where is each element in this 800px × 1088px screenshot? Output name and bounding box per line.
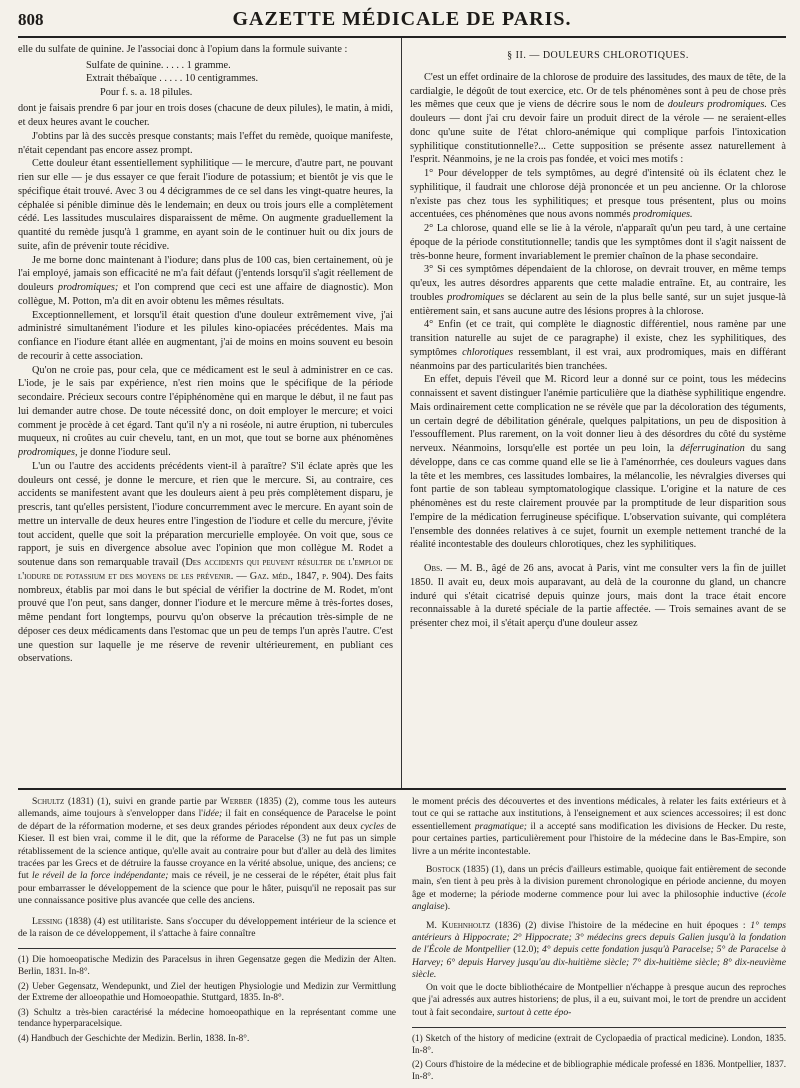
paragraph xyxy=(18,796,396,908)
text-run: ). Des faits nombreux, établis par moi dans le but spécial de vérifier la doctrine de M. Rodet, m'ont prouvé que l'on peut, sans danger, donner l'iodure et le mercure même à très-fortes doses, même pendant fort longtemps, pourvu qu'on observe la précaution très-simple de ne déposer ces deux médicaments dans l'estomac que un peu de temps l'un après l'autre. C'est une question sur laquelle je me réserve de revenir ultérieurement, en publiant ces observations. xyxy=(18,570,393,665)
footnote: (2) Cours d'histoire de la médecine et de bibliographie médicale professé en 1836. Montpellier, 1837. In-8°. xyxy=(412,1059,786,1081)
page-number: 808 xyxy=(18,10,44,29)
text-run: le moment précis des découvertes et des inventions médicales, à relater les faits extérieurs et à tout ce qui se rattache aux institutions, à l'enseignement et aux sciences accessoires; il est donc essentiellement xyxy=(412,796,786,832)
paragraph: 2° La chlorose, quand elle se lie à la vérole, n'apparaît qu'un peu tard, à une certaine époque de la période constitutionnelle; tandis que les symptômes dont il s'agit naissent de très-bonne heure, forment invariablement le premier chaînon de la phase secondaire. xyxy=(410,223,786,262)
italic-term: idée; xyxy=(203,808,223,820)
formula-line: Sulfate de quinine. . . . . 1 gramme. xyxy=(86,59,231,71)
text-run: On voit que le docte bibliothécaire de Montpellier n'échappe à presque aucun des reproches que j'ai adressés aux autres historiens; de plus, il a eu, suivant moi, le tort de prendre un accident tout à fait secondaire, xyxy=(412,981,786,1018)
italic-term: cycles xyxy=(360,820,384,832)
text-run: il a accepté sans modification les divisions de Hecker. Du reste, pour certaines parties, particulièrement pour l'histoire de la médecine dans le Bas-Empire, son livre a un mérite incontestable. xyxy=(412,820,786,857)
paragraph xyxy=(412,920,786,982)
text-run: 1° Pour développer de tels symptômes, au degré d'intensité où ils éclatent chez le syphilitique, il faudrait une chlorose déjà prononcée et un peu ancienne. Or la chlorose n'existe pas chez tous les syphilitiques; et presque tous présentent, plus ou moins accentuées, ces phénomènes que nous avons nommés xyxy=(410,168,786,221)
text-run: du sang développe, dans ce cas comme quand elle se lie à l'aménorrhée, ces douleurs vagues dans la tête et les membres, ces lassitudes lombaires, la mélancolie, les névralgies diverses qui font partie de son tableau symptomatologique classique. L'origine et la nature de ces phénomènes est du reste clairement prouvée par la promptitude de leur disparition sous l'empire de la médication ferrugineuse spécifique. L'observation suivante, qui complétera l'ensemble des données relatives à ce sujet, fournit un exemple nettement tranché de la réalité incontestable des douleurs chlorotiques, chez les syphilitiques. xyxy=(410,443,786,551)
footnote: (4) Handbuch der Geschichte der Medizin. Berlin, 1838. In-8°. xyxy=(18,1033,250,1044)
text-run: (1835) (2), comme tous les auteurs allemands, aime toujours à s'envelopper dans l' xyxy=(18,796,396,820)
paragraph: dont je faisais prendre 6 par jour en trois doses (chacune de deux pilules), le matin, à midi, et deux heures avant le coucher. xyxy=(18,103,393,128)
observation-paragraph xyxy=(410,562,786,631)
paragraph xyxy=(18,460,393,666)
text-run: Qu'on ne croie pas, pour cela, que ce médicament est le seul à administrer en ce cas. L'iode, je le sais par expérience, n'est rien moins que le spécifique de la période secondaire. Précieux secours contre l'épiphénomène qui en marque le début, il ne faut pas lui demander autre chose. De toute nécessité donc, on doit employer le mercure; et voici comment je procède à cet égard. Tant qu'il n'y a ni roséole, ni autre éruption, ni tubercules muqueux, ni croûtes au cuir chevelu, tant, en un mot, que tout se borne aux phénomènes xyxy=(18,364,393,445)
italic-term: pragmatique; xyxy=(474,820,527,832)
author-name: Lessing xyxy=(32,915,63,927)
italic-term: douleurs prodromiques. xyxy=(667,99,767,111)
footnote: (1) Die homoeopatische Medizin des Paracelsus in ihren Gegensatze gegen die Medizin der Alten. Berlin, 1831. In-8°. xyxy=(18,954,396,977)
text-run: L'un ou l'autre des accidents précédents vient-il à paraître? S'il éclate après que les douleurs ont cessé, je donne le mercure, et rien que le mercure. Si, au contraire, ces accidents se manifestent avant que les douleurs aient à peu près complètement disparu, je prescris, tant qu'elles persistent, l'iodure concurremment avec le mercure. En ayant soin de mettre un intervalle de deux heures entre l'ingestion de l'iodure et celle du mercure, j'évite tout accident, quelle que soit la préparation mercurielle employée. On voit que, sous ce rapport, je suis en divergence absolue avec l'opinion que mon collègue M. Rodet a soutenue dans son remarquable travail ( xyxy=(18,460,393,568)
italic-term: école anglaise xyxy=(412,888,786,913)
text-run: C'est un effet ordinaire de la chlorose de produire des lassitudes, des maux de tête, de la cardialgie, le dégoût de tout exercice, etc. Or de tels phénomènes sont à peu de chose près les mêmes que ceux que je viens de décrire sous le nom de xyxy=(410,71,786,111)
italic-term: surtout à cette épo- xyxy=(496,1006,572,1018)
feuilleton xyxy=(18,790,786,1085)
text-run: Ces douleurs — dont j'ai cru devoir faire un produit direct de la vérole — ne seraient-elles donc qu'une suite de l'état chloro-anémique qui complique parfois l'intoxication syphilitique constitutionnelle?... Cette supposition se présente assez naturellement à l'esprit. Néanmoins, je ne la crois pas fondée, et voici mes motifs : xyxy=(410,99,786,166)
observation-label: Obs. — M. B., xyxy=(424,563,488,574)
footnote: (1) Sketch of the history of medicine (extrait de Cyclopaedia of practical medicine). London, 1835. In-8°. xyxy=(412,1032,786,1055)
paragraph: J'obtins par là des succès presque constants; mais l'effet du remède, quoique manifeste, n'était cependant pas encore assez prompt. xyxy=(18,130,393,156)
paragraph xyxy=(412,864,786,914)
footnote-list xyxy=(18,948,396,1044)
paragraph xyxy=(412,796,786,858)
text-run: se déclarent au sein de la plus belle santé, sur un sujet jusque-là entièrement sain, et sans aucune autre des lésions propres à la chlorose. xyxy=(410,291,786,317)
italic-term: déferrugination xyxy=(680,443,745,454)
footnote: (2) Ueber Gegensatz, Wendepunkt, und Ziel der heutigen Physiologie und Medizin zur Vermittlung der Extreme der alloeopathie und Homoeopathie. Stuttgard, 1835. In-8°. xyxy=(18,980,396,1003)
paragraph xyxy=(410,263,786,318)
text-run: âgé de 26 ans, avocat à Paris, vint me consulter vers la fin de juillet 1850. Il avait eu, deux mois auparavant, au delà de la couronne du gland, un chancre induré qui s'était cicatrisé depuis quinze jours, mais dont la trace était encore reconnaissable à la dureté spéciale de la partie affectée. — Trois semaines avant de se présenter chez moi, il s'était aperçu d'une douleur assez xyxy=(410,563,786,629)
text-run: (1835) (1), dans un précis d'ailleurs estimable, quoique fait entièrement de seconde main, s'en tient à peu près à la division purement chronologique en période ancienne, du moyen âge et moderne; la période moderne commence pour lui avec la philosophie inductive ( xyxy=(412,864,786,900)
text-run: (1838) (4) est utilitariste. Sans s'occuper du développement intérieur de la science et de la raison de ce développement, il s'attache à faire connaître xyxy=(18,915,396,940)
text-run: de Kieser. Il est bien vrai, comme il le dit, que la réforme de Paracelse (3) ne fut pas un simple rétablissement de la science antique, qu'elle avait au contraire pour but d'aller au delà des limites tracées par les Grecs et de détruire la fausse croyance en la vérité absolue, unique, des anciens; ce fut xyxy=(18,820,396,882)
text-run: et l'on comprend que ceci est une affaire de diagnostic). Mon collègue, M. Potton, m'a dit en avoir obtenu les mêmes résultats. xyxy=(18,282,393,307)
text-run: ressemblant, il est vrai, aux prodromiques, mais en différant néanmoins par des particularités bien tranchées. xyxy=(410,346,786,372)
paragraph: Exceptionnellement, et lorsqu'il était question d'une douleur extrêmement vive, j'ai administré simultanément l'iodure et les pilules kino-opiacées précédentes. Mais ma confiance en l'iodure étant allée en augmentant, j'ai de moins en moins souvent eu besoin de recourir à cette association. xyxy=(18,309,393,362)
paragraph xyxy=(18,364,393,460)
italic-term: chlorotiques xyxy=(462,346,514,358)
italic-term: prodromiques, xyxy=(18,447,78,458)
italic-term: prodromiques; xyxy=(57,282,119,293)
prescription-formula xyxy=(86,59,393,100)
feuilleton-right-column xyxy=(404,796,786,1085)
paragraph xyxy=(18,916,396,941)
italic-term: 4° depuis cette fondation jusqu'à Paracelse; 5° de Paracelse à Harvey; 6° depuis Harvey jusqu'au dix-huitième siècle; 7° dix-huitième siècle; 8° dix-neuvième siècle. xyxy=(412,944,786,981)
text-run: je donne l'iodure seul. xyxy=(77,447,171,458)
author-name: Bostock xyxy=(426,864,461,876)
author-name: Schultz xyxy=(32,796,65,807)
page-header xyxy=(18,6,786,38)
text-run: (1831) (1), suivi en grande partie par xyxy=(64,796,221,807)
paragraph: elle du sulfate de quinine. Je l'associai donc à l'opium dans la formule suivante : xyxy=(18,44,348,55)
italic-term: 1° temps antérieurs à Hippocrate; 2° Hippocrate; 3° médecins grecs depuis Galien jusqu'à la fondation de l'École de Montpellier xyxy=(412,919,786,956)
paragraph xyxy=(18,254,393,309)
italic-term: prodromiques xyxy=(447,291,505,303)
footnote-list xyxy=(412,1027,786,1082)
left-column xyxy=(18,38,402,788)
main-text xyxy=(18,38,786,790)
feuilleton-left-column xyxy=(18,796,404,1085)
footnote: (3) Schultz a très-bien caractérisé la médecine homoeopathique en la représentant comme une tendance hyperparacelsique. xyxy=(18,1006,396,1029)
text-run: mais ce réveil, je ne cesserai de le répéter, était plus fait pour embarrasser le développement de la science que pour le hâter, puisqu'il ne reposait pas sur une connaissance positive plus avancée que celle des anciens. xyxy=(18,870,396,907)
paragraph xyxy=(410,373,786,552)
author-name: M. Kuehnholtz xyxy=(426,919,491,931)
text-run: 4° Enfin (et ce trait, qui complète le diagnostic différentiel, nous ramène par une transition naturelle au sujet de ce paragraphe) il existe, chez les syphilitiques, des symptômes xyxy=(410,319,786,358)
text-run: ). xyxy=(444,901,451,913)
text-run: (1836) (2) divise l'histoire de la médecine en huit époques : xyxy=(490,919,751,931)
paragraph xyxy=(410,71,786,167)
paragraph: Cette douleur étant essentiellement syphilitique — le mercure, d'autre part, ne pouvant rien sur elle — je dus essayer ce que ferait l'iodure de potassium; et bientôt je vis que le spécifique était trouvé. Avec 3 ou 4 décigrammes de ce sel dans les vingt-quatre heures, la céphalée si pénible diminue dès le lendemain; en deux ou trois jours elle a complètement cédé. Les lassitudes musculaires disparaissent de même. On augmente graduellement la quantité du remède jusqu'à 1 gramme, en ayant soin de le continuer huit ou dix jours de suite, afin de prévenir toute récidive. xyxy=(18,158,393,252)
formula-line: Extrait thébaïque . . . . . 10 centigrammes. xyxy=(86,73,259,85)
text-run: (12.0); xyxy=(510,944,542,956)
text-run: En effet, depuis l'éveil que M. Ricord leur a donné sur ce point, tous les médecins connaissent et savent distinguer l'anémie particulière que la diathèse syphilitique engendre. Mais ordinairement cette complication ne se révèle que par la décoloration des téguments, un certain degré de débilitation générale, quelques palpitations, un peu de disposition à l'essoufflement. Plus rarement, on la voit donner lieu à des désordres du côté du système nerveux. Néanmoins, lorsqu'elle est portée un peu loin, la xyxy=(410,374,786,454)
citation: Des accidents qui peuvent résulter de l'emploi de l'iodure de potassium et des moyens de les prévenir. — Gaz. méd., 1847, p. 904 xyxy=(18,557,393,582)
text-run: il fait en conséquence de Paracelse le point de départ de la réformation moderne, et ses deux grandes périodes répondent aux deux xyxy=(18,808,397,832)
paragraph xyxy=(412,982,786,1019)
section-heading: § II. — DOULEURS CHLOROTIQUES. xyxy=(507,50,689,61)
italic-term: prodromiques. xyxy=(633,209,693,221)
text-run: Je me borne donc maintenant à l'iodure; dans plus de 100 cas, bien certainement, où je l'ai employé, jamais son efficacité ne m'a fait défaut (j'entends lorsqu'il s'agit réellement de douleurs xyxy=(18,254,393,293)
paragraph xyxy=(410,167,786,222)
italic-term: le réveil de la force indépendante; xyxy=(32,870,169,882)
formula-line: Pour f. s. a. 18 pilules. xyxy=(100,86,193,98)
page-title: GAZETTE MÉDICALE DE PARIS. xyxy=(232,8,572,30)
paragraph xyxy=(410,318,786,373)
author-name: Werber xyxy=(220,796,253,807)
right-column xyxy=(402,38,786,788)
text-run: 3° Si ces symptômes dépendaient de la chlorose, on devrait trouver, en même temps qu'eux, les autres désordres apparents que cette maladie entraîne. Et, au contraire, les troubles xyxy=(410,264,786,303)
